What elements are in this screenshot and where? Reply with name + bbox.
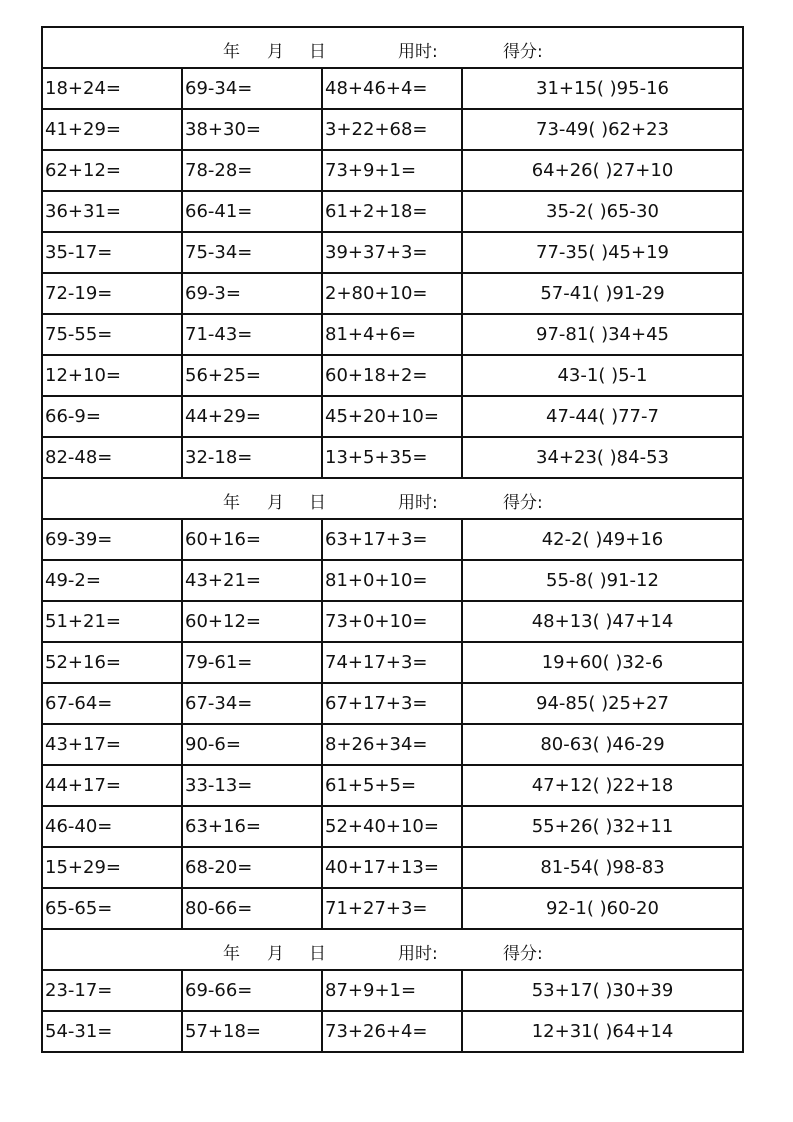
problem-row [42, 68, 743, 109]
arithmetic-problem: 71-43= [182, 314, 322, 355]
arithmetic-problem: 43+17= [42, 724, 182, 765]
arithmetic-problem: 62+12= [42, 150, 182, 191]
comparison-problem: 47-44( )77-7 [462, 396, 743, 437]
arithmetic-problem: 45+20+10= [322, 396, 462, 437]
arithmetic-problem: 69-39= [42, 519, 182, 560]
day-label: 日 [309, 493, 326, 513]
problem-row [42, 683, 743, 724]
arithmetic-problem: 12+10= [42, 355, 182, 396]
arithmetic-problem: 71+27+3= [322, 888, 462, 929]
arithmetic-problem: 41+29= [42, 109, 182, 150]
arithmetic-problem: 73+26+4= [322, 1011, 462, 1052]
arithmetic-problem: 67-64= [42, 683, 182, 724]
comparison-problem: 42-2( )49+16 [462, 519, 743, 560]
arithmetic-problem: 18+24= [42, 68, 182, 109]
arithmetic-problem: 68-20= [182, 847, 322, 888]
problem-row [42, 847, 743, 888]
score-label: 得分: [503, 42, 543, 62]
problem-row [42, 970, 743, 1011]
arithmetic-problem: 35-17= [42, 232, 182, 273]
comparison-problem: 19+60( )32-6 [462, 642, 743, 683]
comparison-problem: 12+31( )64+14 [462, 1011, 743, 1052]
arithmetic-problem: 60+18+2= [322, 355, 462, 396]
arithmetic-problem: 23-17= [42, 970, 182, 1011]
arithmetic-problem: 79-61= [182, 642, 322, 683]
comparison-problem: 53+17( )30+39 [462, 970, 743, 1011]
section-header [42, 478, 743, 519]
worksheet-table [41, 26, 744, 1053]
arithmetic-problem: 65-65= [42, 888, 182, 929]
arithmetic-problem: 44+29= [182, 396, 322, 437]
section-header-row [42, 929, 743, 970]
arithmetic-problem: 54-31= [42, 1011, 182, 1052]
arithmetic-problem: 66-41= [182, 191, 322, 232]
section-header [42, 929, 743, 970]
arithmetic-problem: 61+2+18= [322, 191, 462, 232]
arithmetic-problem: 52+16= [42, 642, 182, 683]
comparison-problem: 35-2( )65-30 [462, 191, 743, 232]
month-label: 月 [267, 42, 284, 62]
arithmetic-problem: 48+46+4= [322, 68, 462, 109]
problem-row [42, 601, 743, 642]
arithmetic-problem: 63+16= [182, 806, 322, 847]
arithmetic-problem: 67+17+3= [322, 683, 462, 724]
score-label: 得分: [503, 944, 543, 964]
problem-row [42, 109, 743, 150]
arithmetic-problem: 15+29= [42, 847, 182, 888]
problem-row [42, 806, 743, 847]
problem-row [42, 150, 743, 191]
arithmetic-problem: 51+21= [42, 601, 182, 642]
arithmetic-problem: 8+26+34= [322, 724, 462, 765]
year-label: 年 [223, 42, 240, 62]
arithmetic-problem: 73+0+10= [322, 601, 462, 642]
day-label: 日 [309, 944, 326, 964]
comparison-problem: 55-8( )91-12 [462, 560, 743, 601]
arithmetic-problem: 78-28= [182, 150, 322, 191]
section-header-row [42, 478, 743, 519]
arithmetic-problem: 81+4+6= [322, 314, 462, 355]
arithmetic-problem: 69-34= [182, 68, 322, 109]
problem-row [42, 355, 743, 396]
arithmetic-problem: 90-6= [182, 724, 322, 765]
arithmetic-problem: 36+31= [42, 191, 182, 232]
arithmetic-problem: 63+17+3= [322, 519, 462, 560]
comparison-problem: 94-85( )25+27 [462, 683, 743, 724]
score-label: 得分: [503, 493, 543, 513]
arithmetic-problem: 38+30= [182, 109, 322, 150]
arithmetic-problem: 56+25= [182, 355, 322, 396]
comparison-problem: 80-63( )46-29 [462, 724, 743, 765]
arithmetic-problem: 57+18= [182, 1011, 322, 1052]
arithmetic-problem: 3+22+68= [322, 109, 462, 150]
problem-row [42, 232, 743, 273]
month-label: 月 [267, 944, 284, 964]
problem-row [42, 642, 743, 683]
arithmetic-problem: 13+5+35= [322, 437, 462, 478]
arithmetic-problem: 69-3= [182, 273, 322, 314]
comparison-problem: 43-1( )5-1 [462, 355, 743, 396]
year-label: 年 [223, 493, 240, 513]
arithmetic-problem: 46-40= [42, 806, 182, 847]
worksheet-body [42, 27, 743, 1052]
arithmetic-problem: 32-18= [182, 437, 322, 478]
comparison-problem: 64+26( )27+10 [462, 150, 743, 191]
time-used-label: 用时: [398, 944, 438, 964]
arithmetic-problem: 49-2= [42, 560, 182, 601]
arithmetic-problem: 40+17+13= [322, 847, 462, 888]
arithmetic-problem: 43+21= [182, 560, 322, 601]
arithmetic-problem: 69-66= [182, 970, 322, 1011]
comparison-problem: 57-41( )91-29 [462, 273, 743, 314]
comparison-problem: 34+23( )84-53 [462, 437, 743, 478]
arithmetic-problem: 87+9+1= [322, 970, 462, 1011]
arithmetic-problem: 33-13= [182, 765, 322, 806]
problem-row [42, 519, 743, 560]
comparison-problem: 97-81( )34+45 [462, 314, 743, 355]
problem-row [42, 437, 743, 478]
arithmetic-problem: 73+9+1= [322, 150, 462, 191]
arithmetic-problem: 75-55= [42, 314, 182, 355]
section-header [42, 27, 743, 68]
comparison-problem: 48+13( )47+14 [462, 601, 743, 642]
arithmetic-problem: 61+5+5= [322, 765, 462, 806]
arithmetic-problem: 60+12= [182, 601, 322, 642]
year-label: 年 [223, 944, 240, 964]
comparison-problem: 55+26( )32+11 [462, 806, 743, 847]
section-header-row [42, 27, 743, 68]
comparison-problem: 92-1( )60-20 [462, 888, 743, 929]
problem-row [42, 191, 743, 232]
problem-row [42, 888, 743, 929]
problem-row [42, 396, 743, 437]
comparison-problem: 77-35( )45+19 [462, 232, 743, 273]
time-used-label: 用时: [398, 493, 438, 513]
arithmetic-problem: 74+17+3= [322, 642, 462, 683]
arithmetic-problem: 81+0+10= [322, 560, 462, 601]
arithmetic-problem: 67-34= [182, 683, 322, 724]
comparison-problem: 47+12( )22+18 [462, 765, 743, 806]
arithmetic-problem: 60+16= [182, 519, 322, 560]
arithmetic-problem: 44+17= [42, 765, 182, 806]
time-used-label: 用时: [398, 42, 438, 62]
comparison-problem: 73-49( )62+23 [462, 109, 743, 150]
arithmetic-problem: 72-19= [42, 273, 182, 314]
problem-row [42, 724, 743, 765]
problem-row [42, 314, 743, 355]
arithmetic-problem: 2+80+10= [322, 273, 462, 314]
comparison-problem: 31+15( )95-16 [462, 68, 743, 109]
month-label: 月 [267, 493, 284, 513]
arithmetic-problem: 66-9= [42, 396, 182, 437]
problem-row [42, 273, 743, 314]
day-label: 日 [309, 42, 326, 62]
arithmetic-problem: 80-66= [182, 888, 322, 929]
comparison-problem: 81-54( )98-83 [462, 847, 743, 888]
problem-row [42, 560, 743, 601]
arithmetic-problem: 82-48= [42, 437, 182, 478]
arithmetic-problem: 52+40+10= [322, 806, 462, 847]
problem-row [42, 765, 743, 806]
arithmetic-problem: 75-34= [182, 232, 322, 273]
arithmetic-problem: 39+37+3= [322, 232, 462, 273]
problem-row [42, 1011, 743, 1052]
